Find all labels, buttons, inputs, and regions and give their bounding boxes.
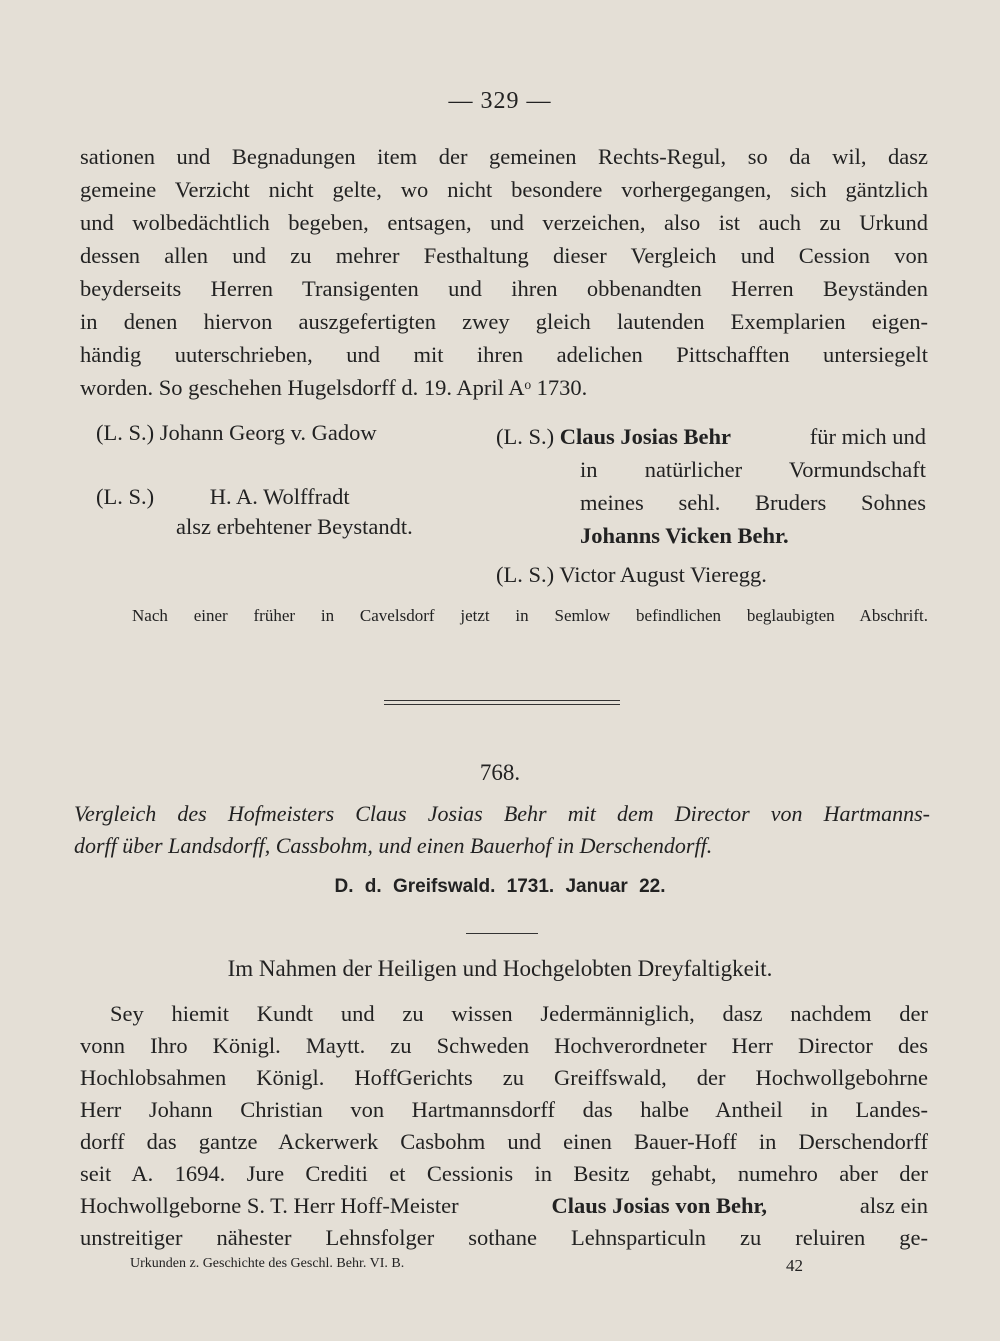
text-line: Sey hiemit Kundt und zu wissen Jedermänniglich, dasz nachdem der bbox=[110, 1001, 928, 1026]
signer-name: H. A. Wolffradt bbox=[209, 484, 350, 509]
signature-behr bbox=[496, 424, 926, 556]
text-line: sationen und Begnadungen item der gemeinen Rechts-Regul, so da wil, dasz bbox=[80, 144, 928, 169]
text-line: beyderseits Herren Transigenten und ihren obbenandten Herren Beyständen bbox=[80, 276, 928, 301]
signer-name: Victor August Vieregg. bbox=[559, 562, 767, 587]
section-divider bbox=[384, 700, 620, 708]
text-line bbox=[80, 1190, 928, 1222]
text-line: dorff das gantze Ackerwerk Casbohm und einen Bauer-Hoff in Derschendorff bbox=[80, 1129, 928, 1154]
footer-signature-mark: 42 bbox=[786, 1256, 803, 1275]
title-line: dorff über Landsdorff, Cassbohm, und einen Bauerhof in Derschendorff. bbox=[74, 833, 713, 858]
document-title bbox=[74, 798, 930, 862]
paragraph-body bbox=[80, 998, 928, 1254]
signer-name: Johann Georg v. Gadow bbox=[159, 420, 377, 445]
short-divider bbox=[466, 933, 538, 934]
source-note: Nach einer früher in Cavelsdorf jetzt in Semlow befindlichen beglaubigten Abschrift. bbox=[132, 606, 928, 625]
text-line: händig uuterschrieben, und mit ihren adelichen Pittschafften untersiegelt bbox=[80, 342, 928, 367]
text-line: Hochlobsahmen Königl. HoffGerichts zu Greiffswald, der Hochwollgebohrne bbox=[80, 1065, 928, 1090]
seal-mark: (L. S.) bbox=[96, 420, 155, 445]
seal-mark: (L. S.) bbox=[96, 484, 155, 509]
signature-wolffradt bbox=[96, 484, 350, 510]
text-line: dessen allen und zu mehrer Festhaltung dieser Vergleich und Cession von bbox=[80, 243, 928, 268]
signature-vieregg bbox=[496, 562, 926, 588]
footer-series: Urkunden z. Geschichte des Geschl. Behr. VI. B. bbox=[130, 1256, 405, 1271]
signer-name: Claus Josias Behr bbox=[559, 424, 732, 449]
text-line: worden. So geschehen Hugelsdorff d. 19. April Aᵒ 1730. bbox=[80, 375, 588, 400]
signer-role: in natürlicher Vormundschaft bbox=[580, 457, 926, 482]
page-number: — 329 — bbox=[448, 88, 552, 114]
seal-mark: (L. S.) bbox=[496, 562, 555, 587]
signer-role: meines sehl. Bruders Sohnes bbox=[580, 490, 926, 515]
text-line: gemeine Verzicht nicht gelte, wo nicht besondere vorhergegangen, sich gäntzlich bbox=[80, 177, 928, 202]
document-dateline: D. d. Greifswald. 1731. Januar 22. bbox=[334, 876, 666, 897]
text-line: und wolbedächtlich begeben, entsagen, und verzeichen, also ist auch zu Urkund bbox=[80, 210, 928, 235]
signature-gadow bbox=[96, 420, 377, 446]
text-line: in denen hiervon auszgefertigten zwey gleich lautenden Exemplarien eigen- bbox=[80, 309, 928, 334]
invocation: Im Nahmen der Heiligen und Hochgelobten Dreyfaltigkeit. bbox=[227, 956, 773, 981]
signer-note: alsz erbehtener Beystandt. bbox=[176, 514, 413, 539]
text-line: Herr Johann Christian von Hartmannsdorff das halbe Antheil in Landes- bbox=[80, 1097, 928, 1122]
title-line: Vergleich des Hofmeisters Claus Josias Behr mit dem Director von Hartmanns- bbox=[74, 801, 930, 826]
text-line: seit A. 1694. Jure Crediti et Cessionis in Besitz gehabt, numehro aber der bbox=[80, 1161, 928, 1186]
seal-mark: (L. S.) bbox=[496, 424, 555, 449]
signer-role: für mich und bbox=[809, 424, 926, 449]
text-line: unstreitiger nähester Lehnsfolger sothane Lehnsparticuln zu reluiren ge- bbox=[80, 1225, 928, 1250]
text-segment: Hochwollgeborne S. T. Herr Hoff-Meister bbox=[80, 1193, 459, 1218]
text-segment: alsz ein bbox=[859, 1193, 928, 1218]
document-number: 768. bbox=[479, 760, 521, 785]
paragraph-closing bbox=[80, 140, 928, 404]
text-line: vonn Ihro Königl. Maytt. zu Schweden Hochverordneter Herr Director des bbox=[80, 1033, 928, 1058]
behr-name: Claus Josias von Behr, bbox=[551, 1193, 768, 1218]
ward-name: Johanns Vicken Behr. bbox=[580, 523, 789, 548]
